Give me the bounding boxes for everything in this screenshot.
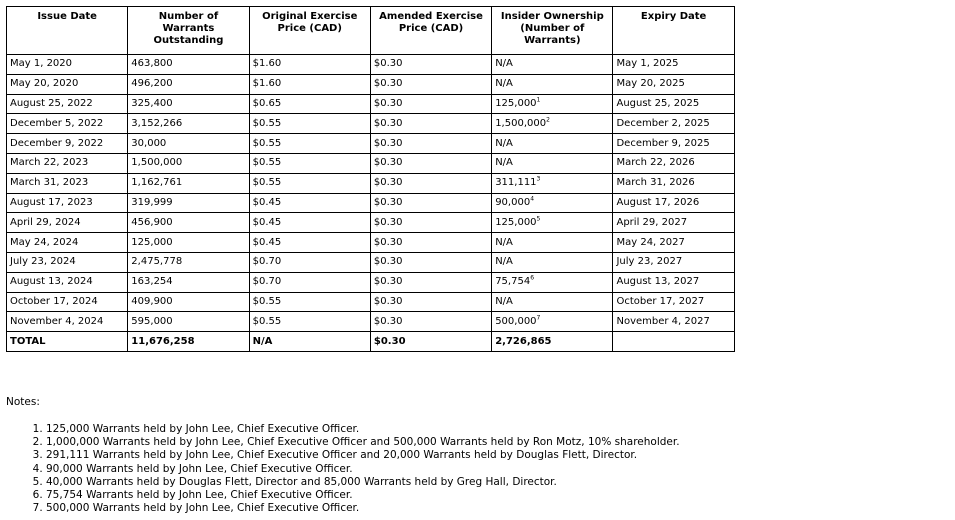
table-row	[7, 312, 735, 332]
amended-price-value: $0.30	[373, 117, 403, 129]
original-price-value: $0.45	[252, 216, 282, 228]
original-price-cell	[249, 193, 370, 213]
insider-ownership-cell	[492, 272, 613, 292]
table-row	[7, 153, 735, 173]
amended-price-value: $0.30	[373, 137, 403, 149]
note-item: 5. 40,000 Warrants held by Douglas Flett, Director and 85,000 Warrants held by Greg Hall, Director.	[46, 476, 680, 489]
amended-price-cell	[370, 153, 491, 173]
expiry-date-cell	[613, 173, 734, 193]
insider-ownership-cell	[492, 94, 613, 114]
table-row	[7, 114, 735, 134]
header-warrants-outstanding: Number of Warrants Outstanding	[128, 7, 249, 55]
original-price-value: $0.55	[252, 177, 282, 189]
insider-ownership-value: 125,000	[495, 216, 537, 228]
issue-date-value: December 9, 2022	[10, 137, 104, 149]
issue-date-cell	[7, 94, 128, 114]
amended-price-cell	[370, 233, 491, 253]
amended-price-cell	[370, 252, 491, 272]
outstanding-value: 595,000	[131, 315, 173, 327]
expiry-date-value: August 13, 2027	[616, 276, 700, 288]
original-price-cell	[249, 55, 370, 75]
expiry-date-cell	[613, 213, 734, 233]
outstanding-cell	[128, 252, 249, 272]
issue-date-cell	[7, 213, 128, 233]
insider-ownership-value: 311,111	[495, 177, 537, 189]
amended-price-cell	[370, 272, 491, 292]
expiry-date-cell	[613, 292, 734, 312]
outstanding-value: 1,162,761	[131, 177, 183, 189]
original-price-value: $0.45	[252, 236, 282, 248]
amended-price-value: $0.30	[373, 315, 403, 327]
original-price-value: $0.55	[252, 117, 282, 129]
issue-date-value: May 1, 2020	[10, 58, 73, 70]
insider-ownership-value: N/A	[495, 295, 513, 307]
outstanding-value: 125,000	[131, 236, 173, 248]
issue-date-cell	[7, 193, 128, 213]
total-label: TOTAL	[7, 332, 128, 352]
outstanding-cell	[128, 114, 249, 134]
table-body	[7, 55, 735, 332]
issue-date-value: October 17, 2024	[10, 295, 98, 307]
header-issue-date: Issue Date	[7, 7, 128, 55]
notes-list	[0, 423, 680, 515]
original-price-cell	[249, 153, 370, 173]
outstanding-value: 409,900	[131, 295, 173, 307]
original-price-value: $0.55	[252, 315, 282, 327]
amended-price-cell	[370, 173, 491, 193]
total-original-price: N/A	[249, 332, 370, 352]
outstanding-cell	[128, 213, 249, 233]
note-item: 3. 291,111 Warrants held by John Lee, Chief Executive Officer and 20,000 Warrants held by Douglas Flett, Director.	[46, 449, 680, 462]
total-outstanding: 11,676,258	[128, 332, 249, 352]
outstanding-cell	[128, 153, 249, 173]
expiry-date-value: August 25, 2025	[616, 97, 700, 109]
amended-price-cell	[370, 114, 491, 134]
issue-date-value: April 29, 2024	[10, 216, 81, 228]
insider-ownership-value: 1,500,000	[495, 117, 547, 129]
insider-ownership-cell	[492, 193, 613, 213]
note-item: 1. 125,000 Warrants held by John Lee, Chief Executive Officer.	[46, 423, 680, 436]
issue-date-cell	[7, 252, 128, 272]
amended-price-value: $0.30	[373, 256, 403, 268]
table-row	[7, 233, 735, 253]
table-row	[7, 252, 735, 272]
expiry-date-value: October 17, 2027	[616, 295, 705, 307]
expiry-date-cell	[613, 312, 734, 332]
outstanding-cell	[128, 312, 249, 332]
issue-date-cell	[7, 272, 128, 292]
issue-date-value: August 25, 2022	[10, 97, 93, 109]
amended-price-cell	[370, 193, 491, 213]
total-amended-price: $0.30	[370, 332, 491, 352]
outstanding-cell	[128, 74, 249, 94]
outstanding-cell	[128, 94, 249, 114]
original-price-value: $0.45	[252, 196, 282, 208]
table-row	[7, 193, 735, 213]
expiry-date-cell	[613, 134, 734, 154]
insider-ownership-value: 500,000	[495, 315, 537, 327]
amended-price-value: $0.30	[373, 177, 403, 189]
original-price-value: $0.55	[252, 137, 282, 149]
insider-ownership-value: 90,000	[495, 196, 531, 208]
footnote-marker: 6	[530, 274, 535, 282]
outstanding-value: 456,900	[131, 216, 173, 228]
table-row	[7, 134, 735, 154]
issue-date-value: March 31, 2023	[10, 177, 89, 189]
total-row	[7, 332, 735, 352]
insider-ownership-value: N/A	[495, 58, 513, 70]
expiry-date-value: May 20, 2025	[616, 78, 685, 90]
outstanding-value: 319,999	[131, 196, 173, 208]
expiry-date-cell	[613, 114, 734, 134]
original-price-cell	[249, 134, 370, 154]
notes-label: Notes:	[6, 396, 40, 408]
outstanding-value: 163,254	[131, 276, 173, 288]
outstanding-value: 3,152,266	[131, 117, 183, 129]
amended-price-cell	[370, 292, 491, 312]
note-item: 7. 500,000 Warrants held by John Lee, Chief Executive Officer.	[46, 502, 680, 515]
outstanding-cell	[128, 233, 249, 253]
original-price-cell	[249, 292, 370, 312]
expiry-date-value: May 24, 2027	[616, 236, 685, 248]
footnote-marker: 1	[536, 96, 541, 104]
amended-price-value: $0.30	[373, 97, 403, 109]
outstanding-value: 2,475,778	[131, 256, 183, 268]
footnote-marker: 7	[536, 314, 541, 322]
outstanding-value: 325,400	[131, 97, 173, 109]
original-price-cell	[249, 233, 370, 253]
expiry-date-cell	[613, 55, 734, 75]
insider-ownership-value: 125,000	[495, 97, 537, 109]
expiry-date-cell	[613, 272, 734, 292]
issue-date-value: August 17, 2023	[10, 196, 93, 208]
amended-price-cell	[370, 134, 491, 154]
insider-ownership-cell	[492, 233, 613, 253]
issue-date-value: August 13, 2024	[10, 276, 93, 288]
amended-price-cell	[370, 55, 491, 75]
issue-date-cell	[7, 173, 128, 193]
insider-ownership-cell	[492, 114, 613, 134]
insider-ownership-value: N/A	[495, 137, 513, 149]
footnote-marker: 5	[536, 215, 541, 223]
expiry-date-cell	[613, 233, 734, 253]
original-price-value: $0.65	[252, 97, 282, 109]
amended-price-cell	[370, 74, 491, 94]
original-price-cell	[249, 252, 370, 272]
insider-ownership-cell	[492, 153, 613, 173]
amended-price-value: $0.30	[373, 276, 403, 288]
footnote-marker: 2	[546, 116, 550, 124]
outstanding-value: 1,500,000	[131, 157, 183, 169]
outstanding-value: 463,800	[131, 58, 173, 70]
issue-date-cell	[7, 74, 128, 94]
footnote-marker: 3	[536, 175, 541, 183]
original-price-value: $1.60	[252, 58, 282, 70]
original-price-value: $0.55	[252, 295, 282, 307]
insider-ownership-value: N/A	[495, 78, 513, 90]
total-expiry	[613, 332, 734, 352]
original-price-cell	[249, 312, 370, 332]
amended-price-cell	[370, 94, 491, 114]
note-item: 2. 1,000,000 Warrants held by John Lee, Chief Executive Officer and 500,000 Warrants held by Ron Motz, 10% shareholder.	[46, 436, 680, 449]
outstanding-cell	[128, 134, 249, 154]
header-original-exercise-price: Original Exercise Price (CAD)	[249, 7, 370, 55]
issue-date-cell	[7, 312, 128, 332]
expiry-date-value: March 22, 2026	[616, 157, 695, 169]
issue-date-value: May 24, 2024	[10, 236, 79, 248]
issue-date-value: July 23, 2024	[10, 256, 76, 268]
expiry-date-value: November 4, 2027	[616, 315, 710, 327]
original-price-cell	[249, 94, 370, 114]
table-row	[7, 74, 735, 94]
amended-price-value: $0.30	[373, 295, 403, 307]
original-price-value: $1.60	[252, 78, 282, 90]
issue-date-cell	[7, 114, 128, 134]
amended-price-value: $0.30	[373, 58, 403, 70]
insider-ownership-cell	[492, 292, 613, 312]
original-price-value: $0.70	[252, 276, 282, 288]
insider-ownership-value: N/A	[495, 256, 513, 268]
warrants-table	[6, 6, 735, 352]
insider-ownership-cell	[492, 252, 613, 272]
header-amended-exercise-price: Amended Exercise Price (CAD)	[370, 7, 491, 55]
amended-price-value: $0.30	[373, 157, 403, 169]
expiry-date-cell	[613, 74, 734, 94]
note-item: 4. 90,000 Warrants held by John Lee, Chief Executive Officer.	[46, 463, 680, 476]
issue-date-value: May 20, 2020	[10, 78, 79, 90]
insider-ownership-cell	[492, 134, 613, 154]
total-insider: 2,726,865	[492, 332, 613, 352]
issue-date-cell	[7, 292, 128, 312]
original-price-value: $0.70	[252, 256, 282, 268]
note-item: 6. 75,754 Warrants held by John Lee, Chief Executive Officer.	[46, 489, 680, 502]
footnote-marker: 4	[530, 195, 535, 203]
amended-price-cell	[370, 312, 491, 332]
expiry-date-cell	[613, 193, 734, 213]
table-row	[7, 173, 735, 193]
outstanding-cell	[128, 292, 249, 312]
expiry-date-cell	[613, 252, 734, 272]
issue-date-value: December 5, 2022	[10, 117, 104, 129]
insider-ownership-cell	[492, 213, 613, 233]
table-row	[7, 213, 735, 233]
amended-price-value: $0.30	[373, 236, 403, 248]
table-row	[7, 94, 735, 114]
expiry-date-value: December 2, 2025	[616, 117, 710, 129]
original-price-cell	[249, 272, 370, 292]
issue-date-cell	[7, 153, 128, 173]
amended-price-cell	[370, 213, 491, 233]
issue-date-value: November 4, 2024	[10, 315, 104, 327]
table-header-row	[7, 7, 735, 55]
insider-ownership-value: 75,754	[495, 276, 531, 288]
issue-date-cell	[7, 55, 128, 75]
table-row	[7, 272, 735, 292]
header-expiry-date: Expiry Date	[613, 7, 734, 55]
table-row	[7, 55, 735, 75]
original-price-cell	[249, 173, 370, 193]
insider-ownership-cell	[492, 74, 613, 94]
amended-price-value: $0.30	[373, 196, 403, 208]
expiry-date-cell	[613, 94, 734, 114]
original-price-cell	[249, 213, 370, 233]
expiry-date-value: August 17, 2026	[616, 196, 700, 208]
insider-ownership-value: N/A	[495, 236, 513, 248]
outstanding-cell	[128, 173, 249, 193]
outstanding-cell	[128, 55, 249, 75]
insider-ownership-value: N/A	[495, 157, 513, 169]
expiry-date-value: December 9, 2025	[616, 137, 710, 149]
insider-ownership-cell	[492, 312, 613, 332]
outstanding-value: 30,000	[131, 137, 167, 149]
expiry-date-value: July 23, 2027	[616, 256, 683, 268]
expiry-date-value: May 1, 2025	[616, 58, 679, 70]
amended-price-value: $0.30	[373, 216, 403, 228]
expiry-date-cell	[613, 153, 734, 173]
header-insider-ownership: Insider Ownership (Number of Warrants)	[492, 7, 613, 55]
insider-ownership-cell	[492, 173, 613, 193]
expiry-date-value: March 31, 2026	[616, 177, 695, 189]
table-row	[7, 292, 735, 312]
expiry-date-value: April 29, 2027	[616, 216, 688, 228]
original-price-value: $0.55	[252, 157, 282, 169]
issue-date-value: March 22, 2023	[10, 157, 89, 169]
original-price-cell	[249, 74, 370, 94]
outstanding-value: 496,200	[131, 78, 173, 90]
outstanding-cell	[128, 193, 249, 213]
insider-ownership-cell	[492, 55, 613, 75]
issue-date-cell	[7, 233, 128, 253]
amended-price-value: $0.30	[373, 78, 403, 90]
original-price-cell	[249, 114, 370, 134]
outstanding-cell	[128, 272, 249, 292]
issue-date-cell	[7, 134, 128, 154]
